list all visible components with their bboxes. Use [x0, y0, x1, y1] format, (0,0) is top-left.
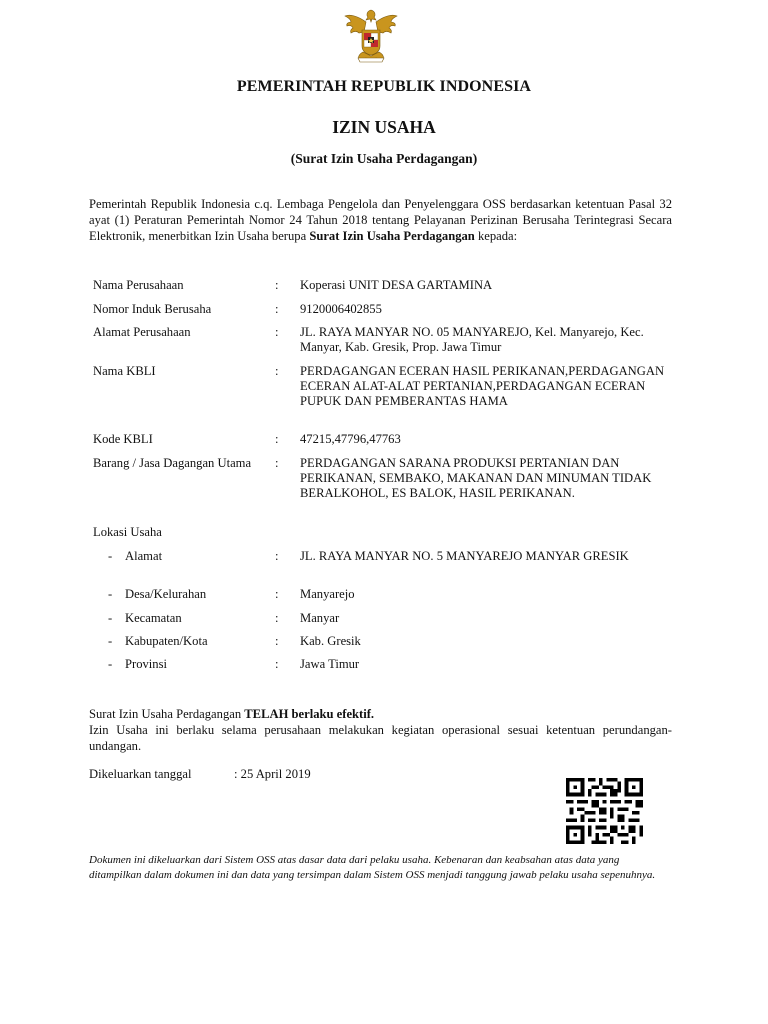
- location-label: Alamat: [125, 549, 163, 563]
- field-separator: :: [275, 456, 279, 470]
- field-label: Kode KBLI: [93, 432, 153, 446]
- field-value: Koperasi UNIT DESA GARTAMINA: [300, 278, 493, 292]
- validity-bold-text: TELAH berlaku efektif.: [244, 707, 375, 721]
- field-separator: :: [275, 657, 279, 671]
- garuda-pancasila-emblem-icon: [342, 6, 400, 64]
- field-separator: :: [275, 364, 279, 378]
- field-separator: :: [275, 634, 279, 648]
- field-label: Nomor Induk Berusaha: [93, 302, 212, 316]
- location-heading: Lokasi Usaha: [93, 525, 162, 539]
- bullet-dash: -: [108, 611, 113, 625]
- document-subtitle: (Surat Izin Usaha Perdagangan): [290, 151, 478, 166]
- field-value: PERDAGANGAN ECERAN HASIL PERIKANAN,PERDAGANGAN ECERAN ALAT-ALAT PERTANIAN,PERDAGANGAN ECERAN PUPUK DAN PEMBERANTAS HAMA: [300, 364, 665, 408]
- location-value: Manyar: [300, 611, 340, 625]
- field-value: 47215,47796,47763: [300, 432, 401, 446]
- field-separator: :: [275, 549, 279, 563]
- field-separator: :: [275, 278, 279, 292]
- location-label: Kabupaten/Kota: [125, 634, 208, 648]
- field-label: Nama KBLI: [93, 364, 156, 378]
- field-label: Barang / Jasa Dagangan Utama: [93, 456, 252, 470]
- field-separator: :: [275, 432, 279, 446]
- field-value: PERDAGANGAN SARANA PRODUKSI PERTANIAN DAN PERIKANAN, SEMBAKO, MAKANAN DAN MINUMAN TIDAK BERALKOHOL, ES BALOK, HASIL PERIKANAN.: [300, 456, 652, 500]
- location-label: Desa/Kelurahan: [125, 587, 207, 601]
- location-value: JL. RAYA MANYAR NO. 5 MANYAREJO MANYAR GRESIK: [300, 549, 629, 563]
- document-title: IZIN USAHA: [332, 117, 436, 137]
- bullet-dash: -: [108, 549, 113, 563]
- issued-label: Dikeluarkan tanggal: [89, 767, 192, 781]
- location-label: Kecamatan: [125, 611, 182, 625]
- field-value: 9120006402855: [300, 302, 382, 316]
- location-value: Manyarejo: [300, 587, 355, 601]
- field-separator: :: [275, 611, 279, 625]
- field-separator: :: [275, 587, 279, 601]
- validity-line: [89, 706, 672, 722]
- intro-bold-text: Surat Izin Usaha Perdagangan: [309, 229, 475, 243]
- issued-value: : 25 April 2019: [234, 767, 311, 781]
- field-value: JL. RAYA MANYAR NO. 05 MANYAREJO, Kel. Manyarejo, Kec. Manyar, Kab. Gresik, Prop. Jawa Timur: [300, 325, 644, 354]
- disclaimer-text: Dokumen ini dikeluarkan dari Sistem OSS atas dasar data dari pelaku usaha. Kebenaran dan keabsahan atas data yang ditampilkan dalam dokumen ini dan data yang tersimpan dalam Sistem OSS menjadi tanggung jawab pelaku usaha sepenuhnya.: [89, 854, 656, 881]
- validity-duration-text: Izin Usaha ini berlaku selama perusahaan melakukan kegiatan operasional sesuai ketentuan perundangan-undangan.: [89, 723, 672, 753]
- field-label: Alamat Perusahaan: [93, 325, 191, 339]
- field-separator: :: [275, 302, 279, 316]
- intro-text-end: kepada:: [474, 229, 518, 243]
- location-value: Jawa Timur: [300, 657, 360, 671]
- bullet-dash: -: [108, 587, 113, 601]
- location-label: Provinsi: [125, 657, 167, 671]
- field-separator: :: [275, 325, 279, 339]
- government-heading: PEMERINTAH REPUBLIK INDONESIA: [236, 78, 532, 95]
- validity-paragraph: [89, 706, 672, 754]
- qr-code-icon: [566, 778, 643, 844]
- bullet-dash: -: [108, 657, 113, 671]
- issued-date-row: [89, 766, 311, 782]
- intro-text: Pemerintah Republik Indonesia c.q. Lembaga Pengelola dan Penyelenggara OSS berdasarkan ketentuan Pasal 32 ayat (1) Peraturan Pemerintah Nomor 24 Tahun 2018 tentang Pelayanan Perizinan Berusaha Terintegrasi Secara Elektronik, menerbitkan Izin Usaha berupa: [89, 197, 672, 243]
- location-value: Kab. Gresik: [300, 634, 361, 648]
- bullet-dash: -: [108, 634, 113, 648]
- intro-paragraph: [89, 196, 672, 244]
- validity-text: Surat Izin Usaha Perdagangan: [89, 707, 245, 721]
- field-label: Nama Perusahaan: [93, 278, 184, 292]
